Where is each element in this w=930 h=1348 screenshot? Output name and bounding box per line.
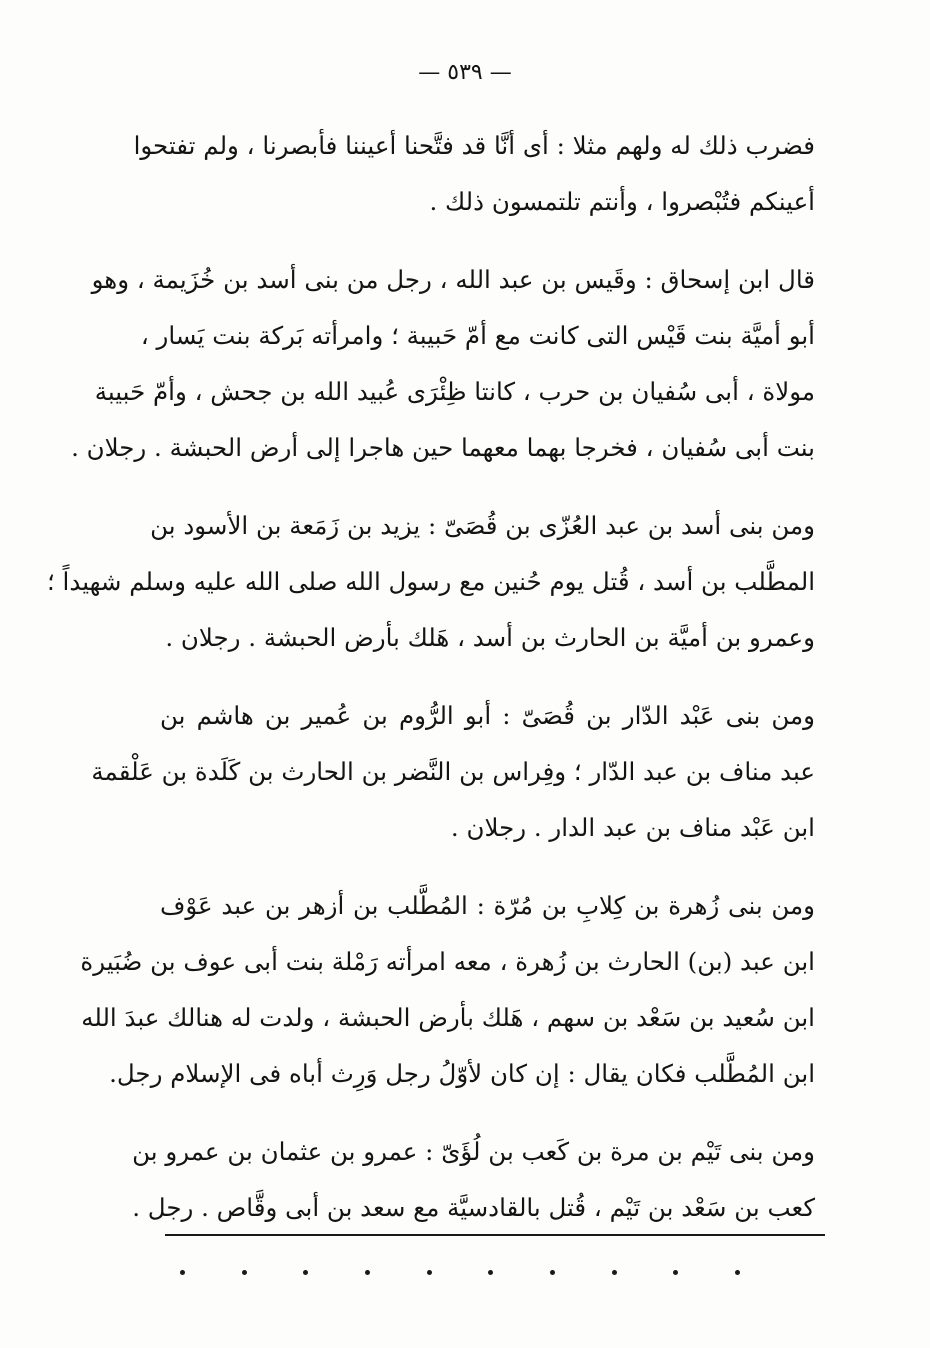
paragraph [71, 252, 815, 476]
paragraph [80, 878, 815, 1102]
paragraph-gap [160, 476, 815, 498]
footer-dot [612, 1270, 617, 1275]
footer-dot [673, 1270, 678, 1275]
text-line: ابن عبد (بن) الحارث بن زُهرة ، معه امرأته رَمْلة بنت أبى عوف بن ضُبَيرة [80, 947, 815, 976]
text-line: فضرب ذلك له ولهم مثلا : أى أنَّا قد فتَّحنا أعيننا فأبصرنا ، ولم تفتحوا [133, 131, 815, 160]
paragraph-gap [160, 666, 815, 688]
text-line: ومن بنى عَبْد الدّار بن قُصَىّ : أبو الرُّوم بن عُمير بن هاشم بن [160, 701, 815, 730]
text-line: أبو أميَّة بنت قَيْس التى كانت مع أمّ حَبيبة ؛ وامرأته بَركة بنت يَسار ، [140, 321, 815, 350]
footer-dot [488, 1270, 493, 1275]
paragraph-gap [160, 856, 815, 878]
paragraph [91, 688, 815, 856]
footer-dots [180, 1262, 740, 1282]
text-line: بنت أبى سُفيان ، فخرجا بهما معهما حين هاجرا إلى أرض الحبشة . رجلان . [71, 433, 815, 462]
body-text [46, 118, 815, 1236]
text-line: قال ابن إسحاق : وقَيس بن عبد الله ، رجل من بنى أسد بن خُزَيمة ، وهو [91, 265, 815, 294]
paragraph [46, 498, 815, 666]
text-line: ومن بنى زُهرة بن كِلابِ بن مُرّة : المُطَّلب بن أزهر بن عبد عَوْف [160, 891, 815, 920]
text-line: وعمرو بن أميَّة بن الحارث بن أسد ، هَلك بأرض الحبشة . رجلان . [165, 623, 815, 652]
footer-dot [365, 1270, 370, 1275]
text-line: ابن سُعيد بن سَعْد بن سهم ، هَلك بأرض الحبشة ، ولدت له هنالك عبدَ الله [81, 1003, 815, 1032]
text-line: ومن بنى أسد بن عبد العُزّى بن قُصَىّ : يزيد بن زَمَعة بن الأسود بن [150, 511, 815, 540]
text-line: ابن عَبْد مناف بن عبد الدار . رجلان . [450, 813, 815, 842]
paragraph [132, 1124, 815, 1236]
text-line: ابن المُطَّلب فكان يقال : إن كان لأوّلُ رجل وَرِث أباه فى الإسلام رجل. [109, 1059, 815, 1088]
page-number: — ٥٣٩ — [418, 60, 512, 85]
text-line: كعب بن سَعْد بن تَيْم ، قُتل بالقادسيَّة مع سعد بن أبى وقَّاص . رجل . [132, 1193, 815, 1222]
text-line: مولاة ، أبى سُفيان بن حرب ، كانتا ظِئْرَى عُبيد الله بن جحش ، وأمّ حَبيبة [94, 377, 815, 406]
paragraph [133, 118, 815, 230]
footer-dot [427, 1270, 432, 1275]
text-line: أعينكم فتُبْصروا ، وأنتم تلتمسون ذلك . [429, 187, 815, 216]
footer-dot [550, 1270, 555, 1275]
paragraph-gap [160, 230, 815, 252]
footer-dot [303, 1270, 308, 1275]
footer-dot [735, 1270, 740, 1275]
footer-dot [242, 1270, 247, 1275]
footer-dot [180, 1270, 185, 1275]
footer-rule [165, 1234, 825, 1236]
paragraph-gap [160, 1102, 815, 1124]
text-line: المطَّلب بن أسد ، قُتل يوم حُنين مع رسول الله صلى الله عليه وسلم شهيداً ؛ [46, 567, 815, 596]
text-line: عبد مناف بن عبد الدّار ؛ وفِراس بن النَّضر بن الحارث بن كَلَدة بن عَلْقمة [91, 757, 815, 786]
text-line: ومن بنى تَيْم بن مرة بن كَعب بن لُؤَىّ : عمرو بن عثمان بن عمرو بن [132, 1137, 815, 1166]
